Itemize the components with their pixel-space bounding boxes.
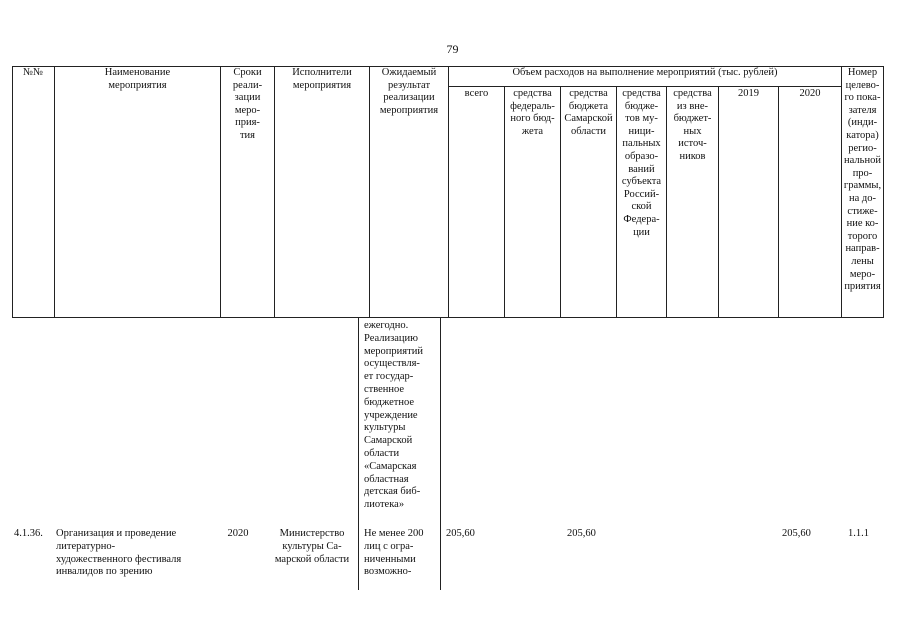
row-result: Не менее 200 лиц с огра- ниченными возможно-	[364, 528, 424, 578]
page-number: 79	[446, 42, 459, 56]
col-executors-header: Исполнители мероприятия	[275, 66, 370, 318]
col-number-header: №№	[12, 66, 55, 318]
row-executor: Министерство культуры Са- марской области	[274, 528, 350, 565]
col-offbudget-header: средства из вне- бюджет- ных источ- ников	[667, 87, 719, 318]
col-indicator-header: Номер целево- го пока- зателя (инди- катора) регио- нальной про- граммы, на до- стиже- ние ко- торого направ- лены меро- приятия	[842, 66, 884, 318]
col-name-header: Наименование мероприятия	[55, 66, 221, 318]
col-result-header: Ожидаемый результат реализации мероприятия	[370, 66, 449, 318]
row-total: 205,60	[446, 528, 475, 539]
result-column-left-border	[358, 318, 359, 590]
row-indicator: 1.1.1	[848, 528, 869, 539]
col-municipal-header: средства бюдже- тов му- ници- пальных образо- ваний субъекта Россий- ской Федера- ции	[617, 87, 667, 318]
row-term: 2020	[227, 528, 249, 539]
col-regional-header: средства бюджета Самарской области	[561, 87, 617, 318]
table-header	[12, 66, 884, 318]
result-continuation-text: ежегодно. Реализацию мероприятий осуществля- ет государ- ственное бюджетное учреждение культуры Самарской области «Самарская областная детская биб- лиотека»	[364, 320, 423, 511]
row-2020: 205,60	[782, 528, 811, 539]
row-name: Организация и проведение литературно- художественного фестиваля инвалидов по зрению	[56, 528, 182, 578]
row-regional: 205,60	[567, 528, 596, 539]
row-number: 4.1.36.	[14, 528, 43, 539]
col-2020-header: 2020	[779, 87, 842, 318]
result-column-right-border	[440, 318, 441, 590]
volume-group-header: Объем расходов на выполнение мероприятий (тыс. рублей)	[449, 66, 842, 87]
col-terms-header: Сроки реали- зации меро- прия- тия	[221, 66, 275, 318]
col-federal-header: средства федераль- ного бюд- жета	[505, 87, 561, 318]
col-2019-header: 2019	[719, 87, 779, 318]
col-total-header: всего	[449, 87, 505, 318]
